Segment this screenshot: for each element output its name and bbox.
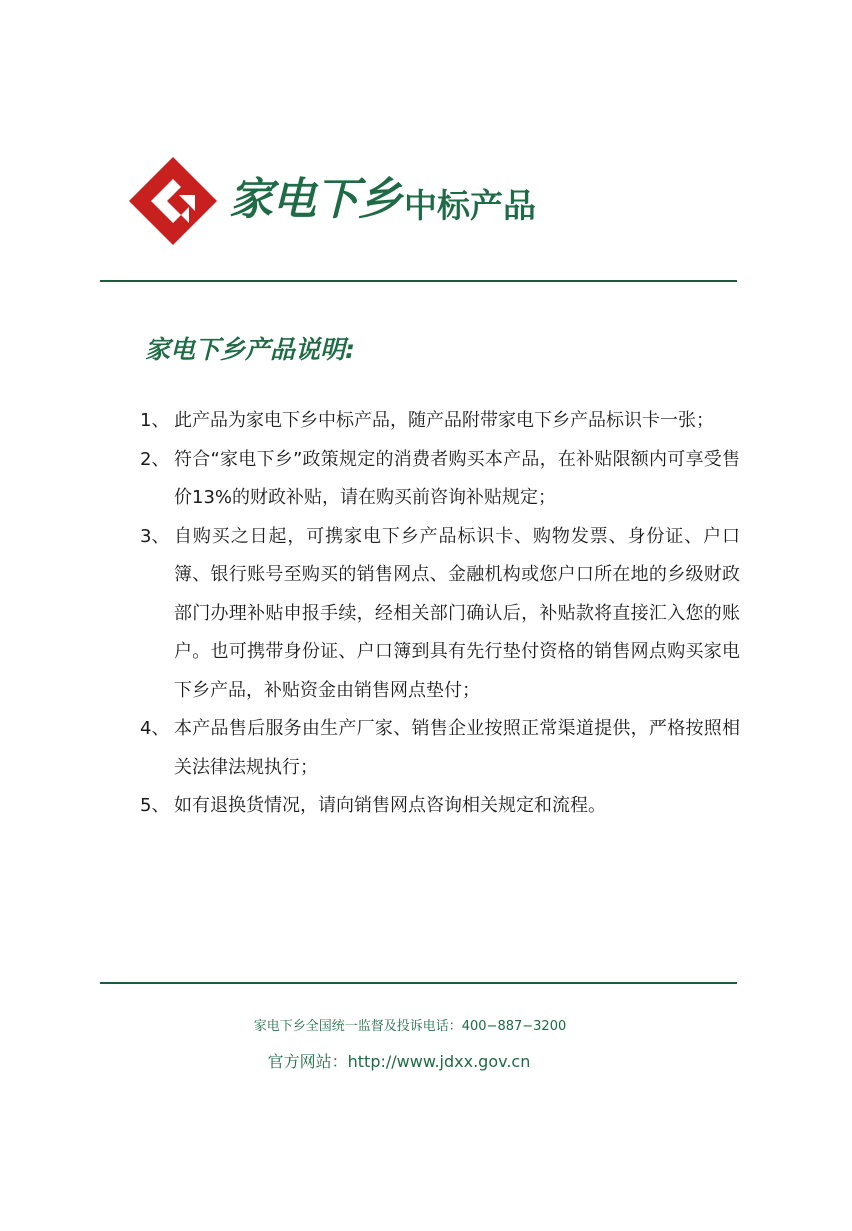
item-text: 如有退换货情况，请向销售网点咨询相关规定和流程。 — [174, 795, 606, 816]
item-number: 4、 — [140, 718, 170, 739]
item-text: 符合“家电下乡”政策规定的消费者购买本产品，在补贴限额内可享受售价13%的财政补贴，请在购买前咨询补贴规定； — [174, 448, 740, 508]
diamond-logo-icon — [127, 155, 219, 247]
logo-title: 家电下乡 — [229, 174, 401, 225]
list-item — [140, 518, 740, 711]
bottom-divider — [100, 982, 737, 984]
list-item — [140, 441, 740, 518]
section-title: 家电下乡产品说明: — [145, 335, 355, 364]
list-item — [140, 402, 740, 441]
complaint-hotline: 家电下乡全国统一监督及投诉电话：400−887−3200 — [253, 1019, 567, 1034]
diamond-logo-svg — [127, 155, 219, 247]
item-text: 自购买之日起，可携家电下乡产品标识卡、购物发票、身份证、户口簿、银行账号至购买的销售网点、金融机构或您户口所在地的乡级财政部门办理补贴申报手续，经相关部门确认后，补贴款将直接汇入您的账户。也可携带身份证、户口簿到具有先行垫付资格的销售网点购买家电下乡产品，补贴资金由销售网点垫付； — [174, 525, 740, 701]
item-number: 5、 — [140, 795, 170, 816]
list-item — [140, 710, 740, 787]
item-number: 2、 — [140, 448, 170, 470]
item-number: 3、 — [140, 525, 170, 547]
official-website: 官方网站：http://www.jdxx.gov.cn — [267, 1052, 531, 1071]
logo-diamond-shape — [129, 157, 217, 245]
logo-subtitle: 中标产品 — [404, 186, 536, 225]
item-text: 本产品售后服务由生产厂家、销售企业按照正常渠道提供，严格按照相关法律法规执行； — [174, 718, 740, 778]
list-item — [140, 787, 740, 826]
top-divider — [100, 280, 737, 282]
instructions-list — [140, 402, 740, 826]
item-text: 此产品为家电下乡中标产品，随产品附带家电下乡产品标识卡一张； — [174, 410, 714, 431]
item-number: 1、 — [140, 410, 170, 431]
